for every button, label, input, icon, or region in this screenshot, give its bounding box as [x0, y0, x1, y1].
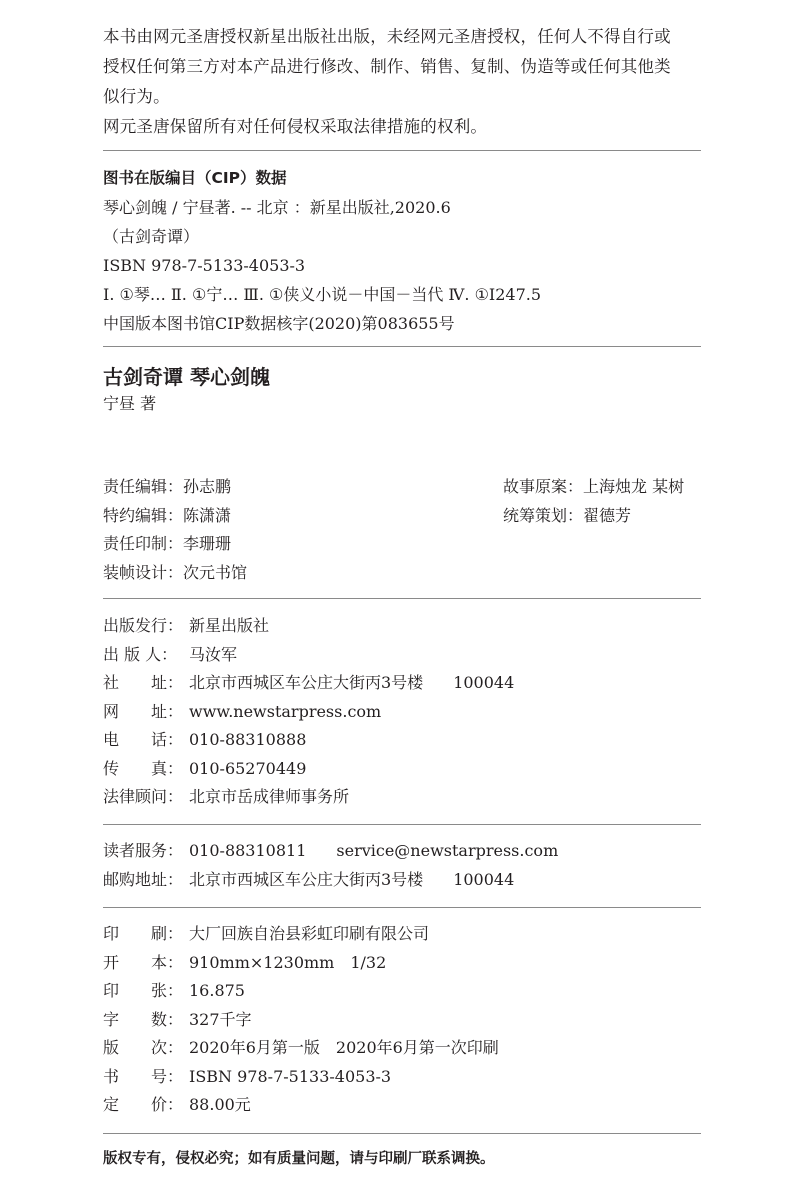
field-value: 大厂回族自治县彩虹印刷有限公司	[189, 924, 430, 943]
cip-line-3: ISBN 978-7-5133-4053-3	[103, 256, 306, 275]
divider	[103, 824, 701, 825]
notice-line-3: 似行为。	[103, 87, 170, 106]
publisher-row	[103, 641, 701, 670]
zip-code: 100044	[453, 869, 515, 889]
sheets-row	[103, 977, 701, 1006]
design-credit: 装帧设计：次元书馆	[103, 562, 248, 582]
words-row	[103, 1006, 701, 1035]
field-label: 印 张：	[103, 981, 184, 1000]
address-row	[103, 669, 701, 698]
field-label: 开 本：	[103, 952, 184, 972]
print-supervisor-credit: 责任印制：李珊珊	[103, 534, 232, 553]
isbn-row	[103, 1063, 701, 1092]
price-row	[103, 1091, 701, 1120]
story-credit: 故事原案：上海烛龙 某树	[503, 477, 685, 496]
field-label: 出 版 人：	[103, 644, 178, 664]
divider	[103, 907, 701, 908]
copyright-footer: 版权专有，侵权必究；如有质量问题，请与印刷厂联系调换。	[103, 1151, 495, 1167]
cip-line-2: （古剑奇谭）	[103, 227, 200, 246]
divider	[103, 150, 701, 151]
web-row	[103, 698, 701, 727]
field-label: 出版发行：	[103, 616, 184, 635]
field-label: 读者服务：	[103, 841, 184, 860]
planner-credit: 统筹策划：翟德芳	[503, 505, 632, 525]
field-label: 书 号：	[103, 1066, 184, 1086]
divider	[103, 1133, 701, 1134]
field-label: 社 址：	[103, 673, 184, 692]
book-title: 古剑奇谭 琴心剑魄	[103, 365, 270, 389]
printing-info	[103, 920, 701, 1120]
staff-credits	[103, 473, 701, 587]
notice-line-2: 授权任何第三方对本产品进行修改、制作、销售、复制、伪造等或任何其他类	[103, 57, 671, 76]
distribution-row	[103, 612, 701, 641]
field-value: ISBN 978-7-5133-4053-3	[189, 1066, 392, 1086]
divider	[103, 598, 701, 599]
field-value: 北京市岳成律师事务所	[189, 787, 350, 806]
fax-row	[103, 755, 701, 784]
field-label: 传 真：	[103, 758, 184, 778]
field-value: 马汝军	[189, 644, 238, 664]
cip-line-5: 中国版本图书馆CIP数据核字(2020)第083655号	[103, 314, 455, 333]
field-value: www.newstarpress.com	[189, 701, 382, 721]
cip-line-4: Ⅰ. ①琴… Ⅱ. ①宁… Ⅲ. ①侠义小说－中国－当代 Ⅳ. ①I247.5	[103, 285, 542, 304]
book-author: 宁昼 著	[103, 394, 157, 413]
field-label: 字 数：	[103, 1009, 184, 1029]
field-value: 北京市西城区车公庄大街丙3号楼	[189, 673, 424, 692]
field-value: 010-88310888	[189, 730, 307, 749]
format-row	[103, 949, 701, 978]
printer-row	[103, 920, 701, 949]
field-label: 印 刷：	[103, 924, 184, 943]
publisher-info	[103, 612, 701, 812]
field-label: 定 价：	[103, 1095, 184, 1114]
editor-credit: 责任编辑：孙志鹏	[103, 477, 232, 496]
notice-line-4: 网元圣唐保留所有对任何侵权采取法律措施的权利。	[103, 117, 488, 136]
field-value: 新星出版社	[189, 616, 270, 635]
zip-code: 100044	[453, 673, 515, 692]
email: service@newstarpress.com	[336, 841, 559, 860]
special-editor-credit: 特约编辑：陈潇潇	[103, 505, 232, 525]
divider	[103, 346, 701, 347]
mail-address-row	[103, 866, 701, 895]
field-value: 2020年6月第一版 2020年6月第一次印刷	[189, 1038, 499, 1057]
field-value: 910mm×1230mm 1/32	[189, 952, 387, 972]
field-value: 010-65270449	[189, 758, 307, 778]
law-row	[103, 783, 701, 812]
cip-line-1: 琴心剑魄 / 宁昼著. -- 北京 ：新星出版社,2020.6	[103, 198, 451, 217]
field-value: 北京市西城区车公庄大街丙3号楼	[189, 869, 424, 889]
field-label: 版 次：	[103, 1038, 184, 1057]
field-label: 电 话：	[103, 730, 184, 749]
field-value: 16.875	[189, 981, 245, 1000]
notice-line-1: 本书由网元圣唐授权新星出版社出版，未经网元圣唐授权，任何人不得自行或	[103, 27, 671, 46]
cip-block	[103, 164, 701, 338]
field-value: 010-88310811	[189, 841, 307, 860]
phone-row	[103, 726, 701, 755]
reader-service-row	[103, 837, 701, 866]
field-label: 网 址：	[103, 701, 184, 721]
cip-heading: 图书在版编目（CIP）数据	[103, 169, 287, 187]
field-value: 88.00元	[189, 1095, 251, 1114]
edition-row	[103, 1034, 701, 1063]
service-info	[103, 837, 701, 894]
authorization-notice	[103, 22, 701, 142]
field-label: 法律顾问：	[103, 787, 184, 806]
field-label: 邮购地址：	[103, 869, 184, 889]
field-value: 327千字	[189, 1009, 252, 1029]
